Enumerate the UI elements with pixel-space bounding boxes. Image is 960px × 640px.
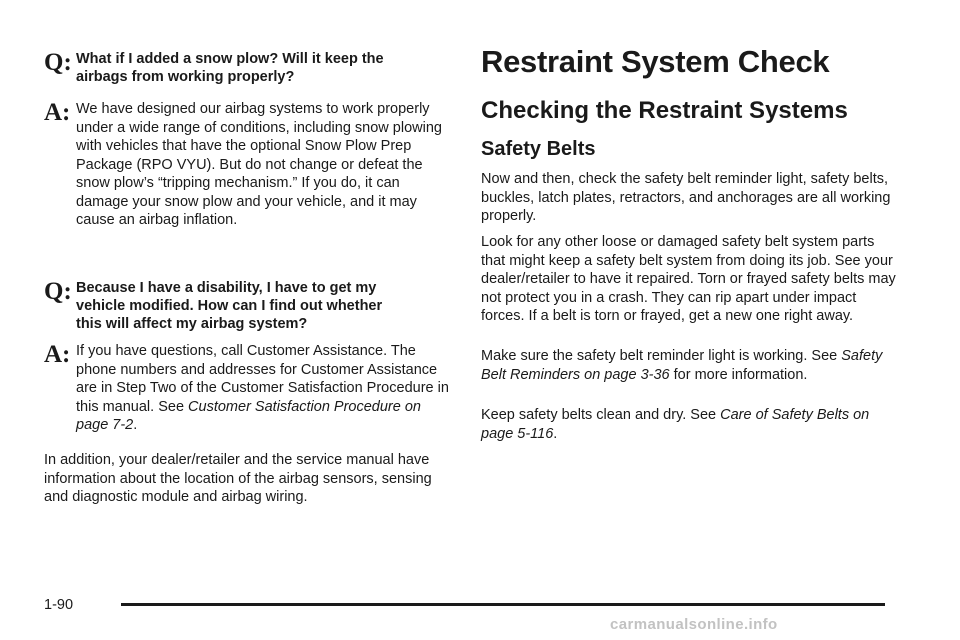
question-mark-label: Q: — [44, 49, 72, 76]
paragraph-reminder-light — [481, 347, 896, 384]
question-mark-label: Q: — [44, 278, 72, 305]
answer-2 — [44, 342, 454, 435]
answer-1-text: We have designed our airbag systems to work properly under a wide range of conditions, including snow plowing with vehicles that have the optional Snow Plow Prep Package (RPO VYU). But do not change or defeat the snow plow’s “tripping mechanism.” If you do, it can damage your snow plow and your vehicle, and it may cause an airbag inflation. — [76, 101, 442, 228]
safety-belt-reminders-link[interactable]: Safety Belt Reminders on page 3-36 — [481, 348, 883, 383]
question-2 — [44, 279, 382, 333]
answer-mark-label: A: — [44, 341, 71, 368]
answer-1 — [44, 100, 454, 230]
question-1 — [44, 50, 384, 86]
page-number: 1-90 — [44, 597, 74, 613]
answer-2-body: If you have questions, call Customer Assistance. The phone numbers and addresses for Customer Assistance are in Step Two of the Customer Satisfaction Procedure in this manual. See — [76, 343, 449, 415]
answer-mark-label: A: — [44, 99, 71, 126]
safety-belts-heading: Safety Belts — [481, 138, 596, 160]
section-title: Restraint System Check — [481, 44, 830, 79]
answer-2-end: . — [133, 417, 138, 433]
reminder-text: Make sure the safety belt reminder light is working. See — [481, 348, 842, 364]
watermark: carmanualsonline.info — [610, 616, 778, 633]
customer-satisfaction-link[interactable]: Customer Satisfaction Procedure on page 7-2 — [76, 398, 421, 433]
care-end: . — [553, 425, 558, 442]
paragraph-care — [481, 406, 896, 443]
footer-rule — [121, 603, 885, 606]
care-text: Keep safety belts clean and dry. See — [481, 407, 721, 423]
paragraph-check-belts: Now and then, check the safety belt reminder light, safety belts, buckles, latch plates, retractors, and anchorages are all working properly. — [481, 171, 891, 224]
question-2-text: Because I have a disability, I have to get my vehicle modified. How can I find out whether this will affect my airbag system? — [76, 280, 383, 332]
question-1-text: What if I added a snow plow? Will it keep the airbags from working properly? — [76, 51, 384, 85]
dealer-info-paragraph: In addition, your dealer/retailer and the service manual have information about the location of the airbag sensors, sensing and diagnostic module and airbag wiring. — [44, 452, 432, 505]
answer-2-text — [76, 342, 454, 435]
section-subtitle: Checking the Restraint Systems — [481, 97, 848, 124]
reminder-end: for more information. — [669, 366, 808, 383]
care-of-safety-belts-link[interactable]: Care of Safety Belts on page 5-116 — [481, 407, 870, 442]
paragraph-damaged-parts: Look for any other loose or damaged safety belt system parts that might keep a safety belt system from doing its job. See your dealer/retailer to have it repaired. Torn or frayed safety belts may not protect you in a crash. They can rip apart under impact forces. If a belt is torn or frayed, get a new one right away. — [481, 234, 896, 324]
